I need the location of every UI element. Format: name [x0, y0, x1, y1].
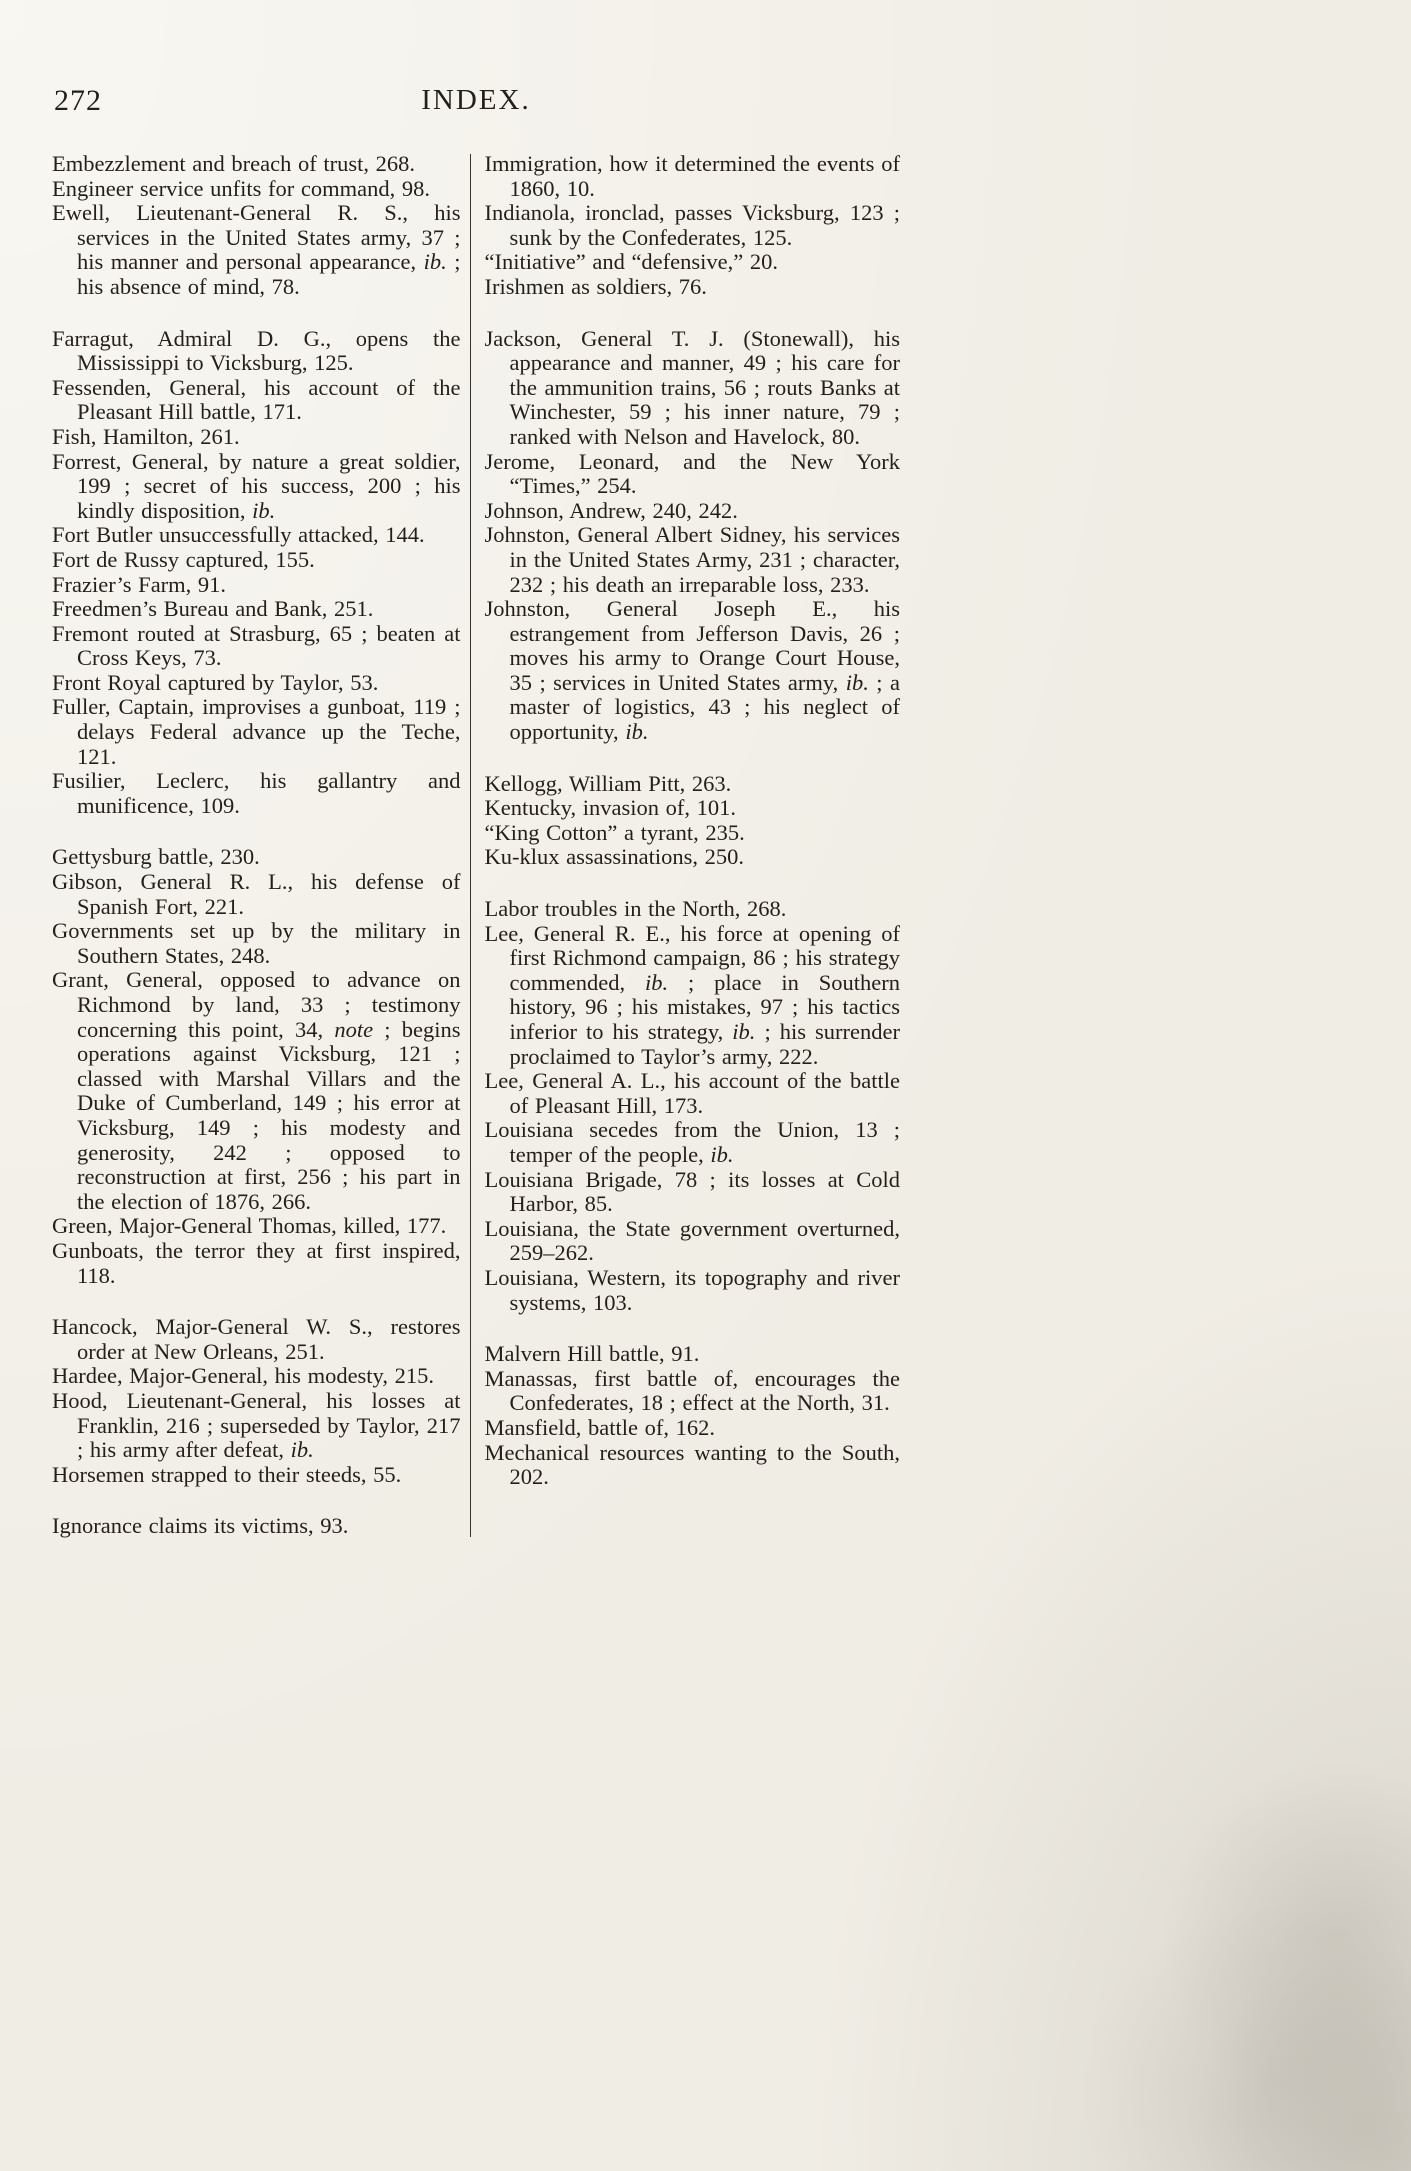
index-entry: Farragut, Admiral D. G., opens the Mississippi to Vicksburg, 125.	[52, 325, 461, 376]
left-column	[52, 152, 461, 1539]
index-entry: Fort Butler unsuccessfully attacked, 144.	[52, 522, 425, 548]
running-head-title: INDEX.	[421, 84, 531, 116]
page-number: 272	[54, 84, 102, 117]
index-entry: Frazier’s Farm, 91.	[52, 571, 227, 597]
index-group	[52, 845, 461, 1288]
index-entry: Immigration, how it determined the events of 1860, 10.	[484, 151, 900, 201]
index-entry: Ewell, Lieutenant-General R. S., his services in the United States army, 37 ; his manner and personal appearance, ib. ; his absence of mind, 78.	[52, 200, 461, 299]
index-entry: Green, Major-General Thomas, killed, 177.	[52, 1213, 447, 1239]
index-entry: Hardee, Major-General, his modesty, 215.	[52, 1363, 434, 1389]
index-group	[52, 152, 461, 300]
index-group	[52, 1514, 461, 1539]
right-column	[485, 152, 900, 1539]
index-entry: Lee, General A. L., his account of the battle of Pleasant Hill, 173.	[484, 1068, 900, 1118]
text-block	[52, 84, 900, 1539]
index-entry: Freedmen’s Bureau and Bank, 251.	[52, 596, 374, 622]
index-entry: Jackson, General T. J. (Stonewall), his appearance and manner, 49 ; his care for the ammunition trains, 56 ; routs Banks at Winchester, 59 ; his inner nature, 79 ; ranked with Nelson and Havelock, 80.	[484, 325, 900, 449]
index-entry: Ignorance claims its victims, 93.	[52, 1513, 349, 1539]
index-entry: Fusilier, Leclerc, his gallantry and munificence, 109.	[52, 768, 461, 818]
index-entry: Horsemen strapped to their steeds, 55.	[52, 1461, 402, 1487]
index-entry: Irishmen as soldiers, 76.	[484, 273, 707, 299]
index-group	[52, 1315, 461, 1487]
index-entry: Embezzlement and breach of trust, 268.	[52, 151, 415, 176]
index-entry: Gibson, General R. L., his defense of Spanish Fort, 221.	[52, 869, 461, 919]
running-head	[52, 84, 900, 120]
index-entry: Grant, General, opposed to advance on Richmond by land, 33 ; testimony concerning this point, 34, note ; begins operations against Vicksburg, 121 ; classed with Marshal Villars and the Duke of Cumberland, 149 ; his error at Vicksburg, 149 ; his modesty and generosity, 242 ; opposed to reconstruction at first, 256 ; his part in the election of 1876, 266.	[52, 967, 461, 1214]
index-entry: Engineer service unfits for command, 98.	[52, 175, 431, 201]
index-entry: Front Royal captured by Taylor, 53.	[52, 669, 379, 695]
index-entry: Ku-klux assassinations, 250.	[484, 844, 745, 870]
index-entry: Mechanical resources wanting to the South, 202.	[484, 1439, 900, 1490]
index-entry: Fessenden, General, his account of the Pleasant Hill battle, 171.	[52, 374, 461, 425]
index-entry: Johnston, General Joseph E., his estrangement from Jefferson Davis, 26 ; moves his army to Orange Court House, 35 ; services in United States army, ib. ; a master of logistics, 43 ; his neglect of opportunity, ib.	[484, 596, 900, 745]
index-entry: Hood, Lieutenant-General, his losses at Franklin, 216 ; superseded by Taylor, 217 ; his army after defeat, ib.	[52, 1387, 461, 1463]
index-entry: “Initiative” and “defensive,” 20.	[484, 249, 779, 275]
index-entry: Fuller, Captain, improvises a gunboat, 119 ; delays Federal advance up the Teche, 121.	[52, 694, 461, 769]
index-entry: Malvern Hill battle, 91.	[484, 1341, 700, 1367]
index-entry: Indianola, ironclad, passes Vicksburg, 123 ; sunk by the Confederates, 125.	[484, 200, 900, 250]
index-entry: Labor troubles in the North, 268.	[484, 896, 787, 922]
index-entry: Johnson, Andrew, 240, 242.	[484, 497, 738, 523]
index-group	[485, 327, 900, 745]
index-entry: Manassas, first battle of, encourages the Confederates, 18 ; effect at the North, 31.	[484, 1365, 900, 1416]
index-entry: Louisiana Brigade, 78 ; its losses at Cold Harbor, 85.	[484, 1166, 900, 1217]
index-entry: Louisiana secedes from the Union, 13 ; temper of the people, ib.	[484, 1117, 900, 1167]
index-columns	[52, 152, 900, 1539]
index-entry: Jerome, Leonard, and the New York “Times,” 254.	[484, 448, 900, 499]
index-entry: Gunboats, the terror they at first inspired, 118.	[52, 1237, 461, 1288]
index-group	[485, 897, 900, 1315]
index-entry: Forrest, General, by nature a great soldier, 199 ; secret of his success, 200 ; his kindly disposition, ib.	[52, 448, 461, 523]
index-entry: Lee, General R. E., his force at opening of first Richmond campaign, 86 ; his strategy commended, ib. ; place in Southern history, 96 ; his mistakes, 97 ; his tactics inferior to his strategy, ib. ; his surrender proclaimed to Taylor’s army, 222.	[484, 920, 900, 1069]
index-entry: Governments set up by the military in Southern States, 248.	[52, 918, 461, 968]
index-group	[52, 327, 461, 819]
index-entry: Fremont routed at Strasburg, 65 ; beaten at Cross Keys, 73.	[52, 620, 461, 671]
index-entry: Louisiana, Western, its topography and river systems, 103.	[484, 1264, 900, 1315]
index-entry: Fish, Hamilton, 261.	[52, 423, 240, 449]
column-divider-rule	[470, 154, 471, 1537]
index-group	[485, 1342, 900, 1490]
index-entry: Kentucky, invasion of, 101.	[484, 795, 737, 821]
index-entry: Mansfield, battle of, 162.	[484, 1414, 715, 1440]
index-entry: Gettysburg battle, 230.	[52, 844, 260, 870]
index-entry: “King Cotton” a tyrant, 235.	[484, 819, 745, 845]
index-entry: Kellogg, William Pitt, 263.	[484, 770, 732, 796]
index-entry: Fort de Russy captured, 155.	[52, 546, 315, 572]
index-entry: Johnston, General Albert Sidney, his services in the United States Army, 231 ; character, 232 ; his death an irreparable loss, 233.	[484, 522, 900, 597]
index-entry: Louisiana, the State government overturned, 259–262.	[484, 1215, 900, 1266]
index-entry: Hancock, Major-General W. S., restores order at New Orleans, 251.	[52, 1314, 461, 1364]
index-group	[485, 152, 900, 300]
index-group	[485, 772, 900, 870]
